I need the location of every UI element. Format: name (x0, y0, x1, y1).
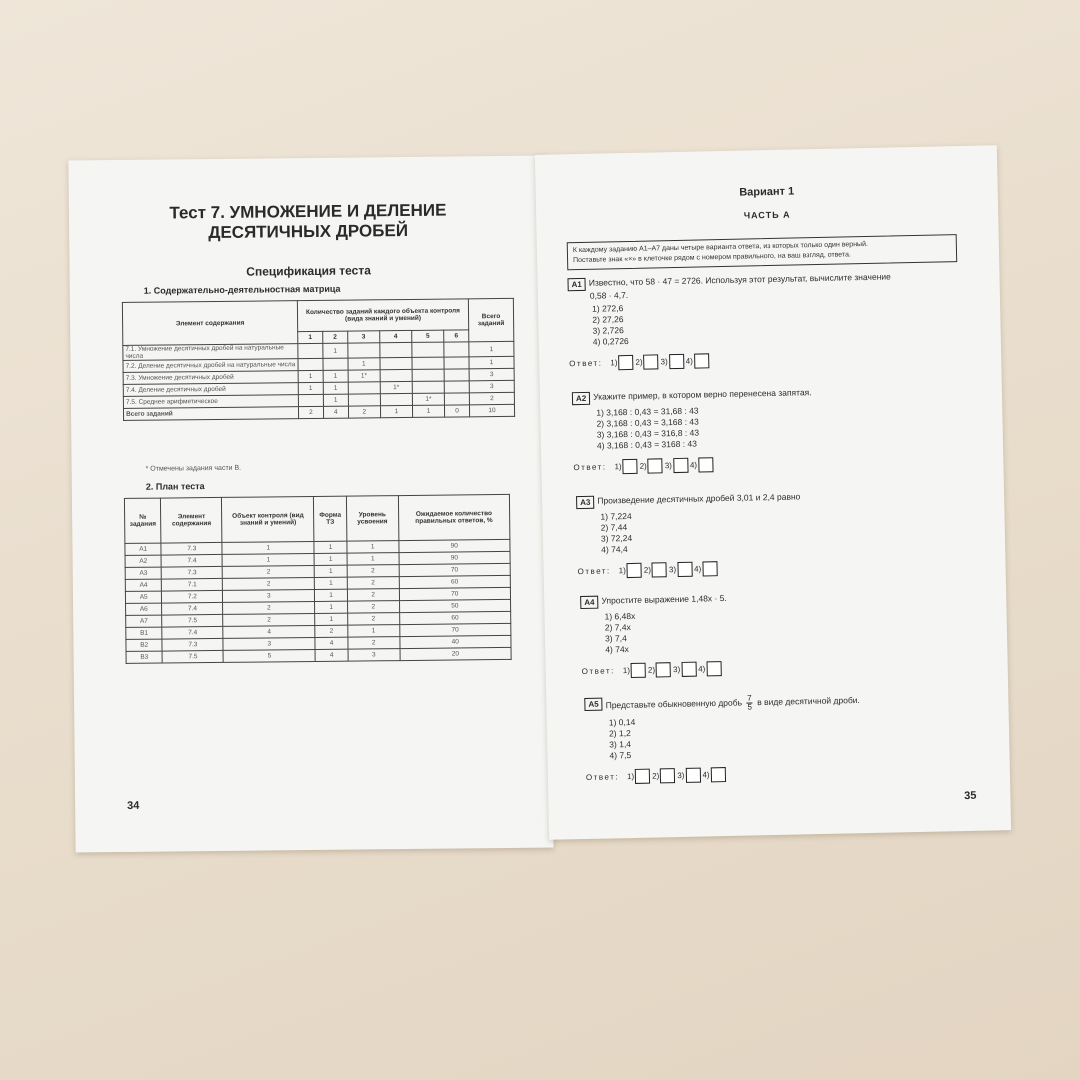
matrix-cell (444, 369, 469, 381)
plan-cell: 5 (223, 649, 315, 662)
matrix-row-total: 2 (469, 392, 514, 404)
plan-cell: 70 (399, 623, 510, 636)
plan-cell: В3 (126, 651, 163, 663)
matrix-cell (380, 342, 412, 357)
fraction-numerator: 7 (747, 693, 752, 703)
matrix-cell (412, 381, 444, 393)
matrix-subcol-header: 1 (298, 331, 323, 343)
task-question: Упростите выражение 1,48x · 5. (601, 592, 727, 606)
task-label: А5 (584, 698, 603, 711)
plan-cell: 7.3 (161, 542, 222, 555)
matrix-row-total: 3 (469, 368, 514, 380)
matrix-header-total: Всего заданий (468, 298, 513, 341)
answer-number: 1) (622, 666, 631, 676)
task-label: А3 (576, 496, 595, 509)
answer-number: 4) (698, 664, 706, 674)
option: 4) 74,4 (601, 544, 628, 555)
answer-option (614, 459, 637, 474)
plan-cell: 2 (348, 637, 400, 650)
answer-number: 4) (689, 460, 698, 470)
answer-checkbox[interactable] (677, 562, 692, 577)
answer-option (610, 355, 633, 370)
plan-cell: А1 (125, 543, 162, 555)
answer-number: 4) (693, 564, 702, 574)
matrix-cell: 1* (380, 381, 412, 393)
matrix-cell: 1 (348, 358, 380, 370)
answer-checkbox[interactable] (706, 661, 721, 676)
option: 4) 0,2726 (592, 335, 629, 347)
answer-number: 3) (660, 357, 668, 367)
plan-header: Уровень усвоения (346, 496, 398, 542)
answer-option (644, 562, 667, 577)
answer-number: 3) (664, 461, 673, 471)
answer-option (652, 768, 675, 783)
options-list (604, 604, 981, 656)
question-before: Представьте обыкновенную дробь (605, 697, 745, 711)
task-label: А4 (580, 596, 599, 609)
plan-cell: 7.3 (162, 638, 223, 651)
answer-row (569, 348, 969, 371)
answer-label: Ответ: (585, 772, 620, 782)
plan-header: № задания (124, 498, 161, 543)
option: 3) 1,4 (609, 739, 632, 750)
matrix-subcol-header: 2 (323, 331, 348, 343)
plan-cell: 1 (222, 553, 314, 566)
task-continuation: 0,58 · 4,7. (589, 289, 629, 301)
matrix-cell (444, 393, 469, 405)
answer-row (582, 656, 982, 679)
answer-checkbox[interactable] (702, 561, 717, 576)
test-title-line2: ДЕСЯТИЧНЫХ ДРОБЕЙ (208, 220, 409, 243)
plan-cell: 60 (399, 575, 510, 588)
answer-checkbox[interactable] (660, 768, 675, 783)
plan-header: Элемент содержания (161, 497, 222, 543)
task-label: А2 (572, 392, 591, 405)
plan-cell: 70 (399, 587, 510, 600)
question-after: в виде десятичной дроби. (754, 694, 860, 708)
answer-checkbox[interactable] (652, 562, 667, 577)
matrix-cell (412, 342, 444, 357)
part-title: ЧАСТЬ А (743, 209, 791, 221)
task-А5 (584, 690, 986, 785)
matrix-row-total: 1 (469, 356, 514, 368)
options-list (609, 710, 986, 762)
plan-cell: А3 (125, 567, 162, 579)
answer-option (694, 561, 717, 576)
plan-cell: 4 (223, 625, 315, 638)
matrix-cell (323, 358, 348, 370)
answer-checkbox[interactable] (648, 458, 663, 473)
answer-checkbox[interactable] (694, 353, 709, 368)
plan-cell: 1 (222, 541, 314, 554)
matrix-subcol-header: 4 (380, 330, 412, 342)
task-А1 (567, 270, 969, 371)
answer-row (573, 452, 973, 475)
matrix-row-name: 7.5. Среднее арифметическое (123, 395, 298, 409)
fraction (746, 694, 753, 711)
answer-option (627, 769, 650, 784)
matrix-subcol-header: 6 (444, 330, 469, 342)
matrix-cell: 1 (323, 343, 348, 358)
plan-cell: А2 (125, 555, 162, 567)
matrix-row-name: Всего заданий (123, 407, 298, 421)
plan-cell: 7.3 (162, 566, 223, 579)
task-А2 (572, 384, 974, 475)
answer-label: Ответ: (569, 358, 603, 369)
answer-number: 4) (702, 770, 710, 780)
plan-cell: 7.4 (161, 554, 222, 567)
answer-number: 3) (672, 664, 681, 675)
section1-title: 1. Содержательно-деятельностная матрица (143, 283, 341, 296)
matrix-cell (298, 358, 323, 370)
fraction-denominator: 5 (747, 702, 752, 712)
answer-option (686, 353, 709, 368)
option: 2) 27,26 (592, 314, 624, 325)
answer-number: 2) (652, 771, 660, 781)
answer-option (635, 354, 658, 369)
matrix-header-count: Количество заданий каждого объекта контроля (вида знаний и умений) (297, 299, 468, 332)
test-plan-table (124, 494, 512, 664)
page-number-left: 34 (127, 799, 140, 812)
task-А3 (576, 488, 978, 579)
matrix-cell: 1* (348, 370, 380, 382)
instruction-box (567, 234, 958, 270)
matrix-row-total: 10 (469, 404, 514, 416)
plan-cell: 1 (315, 613, 347, 625)
answer-option (698, 661, 721, 676)
option: 2) 7,4x (604, 622, 631, 633)
option: 2) 3,168 : 0,43 = 3,168 : 43 (596, 416, 699, 429)
answer-option (669, 562, 692, 577)
plan-cell: 50 (399, 599, 510, 612)
option: 2) 1,2 (608, 728, 631, 739)
matrix-cell (412, 357, 444, 369)
test-title-line1: Тест 7. УМНОЖЕНИЕ И ДЕЛЕНИЕ (169, 200, 447, 223)
plan-cell: 2 (223, 577, 315, 590)
task-question: Укажите пример, в котором верно перенесена запятая. (593, 387, 812, 402)
option: 4) 3,168 : 0,43 = 3168 : 43 (596, 438, 698, 451)
matrix-cell: 1 (412, 405, 444, 417)
plan-cell: 2 (347, 613, 399, 626)
plan-cell: А7 (126, 615, 163, 627)
answer-row (586, 762, 986, 785)
plan-cell: 70 (399, 563, 510, 576)
answer-option (623, 663, 646, 678)
matrix-cell: 4 (323, 406, 348, 418)
task-label: А1 (567, 278, 586, 291)
plan-cell: 7.4 (162, 602, 223, 615)
task-question (605, 692, 860, 714)
answer-checkbox[interactable] (685, 768, 700, 783)
plan-cell: 2 (222, 565, 314, 578)
answer-option (665, 458, 688, 473)
matrix-row-name: 7.1. Умножение десятичных дробей на натуральные числа (123, 344, 298, 361)
plan-header: Объект контроля (вид знаний и умений) (222, 496, 315, 542)
matrix-subcol-header: 3 (347, 331, 379, 343)
plan-cell: 7.4 (162, 626, 223, 639)
plan-cell: 2 (347, 565, 399, 578)
plan-cell: 1 (348, 625, 400, 638)
answer-label: Ответ: (573, 462, 607, 473)
plan-cell: 1 (315, 577, 347, 589)
matrix-cell: 1 (323, 394, 348, 406)
answer-checkbox[interactable] (698, 457, 713, 472)
options-list (600, 504, 977, 556)
matrix-footnote: * Отмечены задания части В. (145, 464, 242, 473)
matrix-cell: 2 (348, 406, 380, 418)
matrix-row-total: 1 (469, 341, 514, 356)
plan-cell: 1 (315, 565, 347, 577)
plan-cell: 1 (347, 541, 399, 554)
plan-cell: 1 (347, 553, 399, 566)
answer-number: 2) (635, 357, 643, 367)
options-list (596, 400, 973, 452)
answer-checkbox[interactable] (627, 563, 642, 578)
answer-option (702, 767, 725, 782)
answer-checkbox[interactable] (635, 769, 650, 784)
matrix-cell: 1 (380, 405, 412, 417)
matrix-row-total: 3 (469, 380, 514, 392)
plan-cell: А5 (125, 591, 162, 603)
answer-number: 4) (685, 356, 693, 366)
matrix-cell (444, 357, 469, 369)
page-number-right: 35 (964, 789, 977, 803)
matrix-subcol-header: 5 (412, 330, 444, 342)
matrix-cell (298, 343, 323, 358)
plan-cell: 7.5 (162, 614, 223, 627)
plan-cell: 2 (223, 613, 315, 626)
answer-checkbox[interactable] (669, 354, 684, 369)
options-list (592, 296, 969, 348)
matrix-row-name: 7.4. Деление десятичных дробей (123, 383, 298, 397)
matrix-cell: 2 (298, 406, 323, 418)
task-question: Известно, что 58 · 47 = 2726. Используя этот результат, вычислите значение (588, 271, 891, 288)
option: 2) 7,44 (600, 522, 628, 533)
matrix-row-name: 7.2. Деление десятичных дробей на натуральные числа (123, 359, 298, 373)
plan-cell: 3 (348, 649, 400, 662)
plan-cell: 1 (315, 601, 347, 613)
plan-cell: 2 (223, 601, 315, 614)
answer-checkbox[interactable] (618, 355, 633, 370)
plan-cell: 60 (399, 611, 510, 624)
option: 3) 72,24 (600, 532, 633, 544)
plan-cell: 7.2 (162, 590, 223, 603)
option: 1) 3,168 : 0,43 = 31,68 : 43 (596, 405, 699, 418)
plan-cell: 2 (347, 589, 399, 602)
matrix-cell (380, 357, 412, 369)
left-page (68, 156, 553, 853)
answer-option (619, 563, 642, 578)
answer-checkbox[interactable] (681, 662, 696, 677)
plan-cell: 90 (399, 551, 510, 564)
option: 1) 272,6 (592, 303, 624, 314)
plan-cell: В2 (126, 639, 163, 651)
answer-number: 1) (626, 771, 635, 782)
matrix-cell (348, 343, 380, 358)
plan-header: Ожидаемое количество правильных ответов, % (398, 494, 510, 540)
option: 3) 3,168 : 0,43 = 316,8 : 43 (596, 427, 700, 440)
option: 1) 6,48x (604, 610, 636, 622)
matrix-cell (348, 394, 380, 406)
plan-cell: 4 (315, 637, 347, 649)
answer-option (673, 662, 696, 677)
plan-cell: 1 (314, 541, 346, 553)
answer-option (660, 354, 683, 369)
plan-cell: А6 (126, 603, 163, 615)
answer-number: 2) (643, 565, 652, 575)
option: 3) 7,4 (604, 633, 627, 644)
matrix-cell (298, 394, 323, 406)
matrix-header-element: Элемент содержания (122, 301, 297, 346)
plan-cell: 3 (223, 637, 315, 650)
plan-cell: 90 (399, 539, 510, 552)
answer-checkbox[interactable] (623, 459, 638, 474)
answer-label: Ответ: (581, 666, 615, 677)
matrix-cell: 1* (412, 393, 444, 405)
matrix-cell (348, 382, 380, 394)
plan-cell: 7.1 (162, 578, 223, 591)
answer-number: 3) (668, 565, 677, 575)
option: 1) 7,224 (600, 510, 632, 522)
plan-cell: 2 (347, 577, 399, 590)
instruction-line1: К каждому заданию А1–А7 даны четыре варианта ответа, из которых только один верный. (572, 240, 868, 255)
matrix-cell: 1 (298, 382, 323, 394)
matrix-cell (444, 342, 469, 357)
answer-option (677, 768, 700, 783)
plan-header: Форма ТЗ (314, 496, 347, 541)
matrix-cell (412, 369, 444, 381)
answer-checkbox[interactable] (656, 662, 671, 677)
right-page (535, 145, 1011, 840)
answer-row (577, 556, 977, 579)
matrix-cell: 1 (323, 382, 348, 394)
matrix-row-name: 7.3. Умножение десятичных дробей (123, 371, 298, 385)
task-question: Произведение десятичных дробей 3,01 и 2,4 равно (597, 491, 801, 506)
matrix-cell (444, 381, 469, 393)
option: 4) 74x (605, 644, 629, 655)
plan-cell: В1 (126, 627, 163, 639)
option: 4) 7,5 (609, 750, 632, 761)
matrix-cell: 1 (298, 370, 323, 382)
plan-cell: 2 (315, 625, 347, 637)
answer-number: 3) (677, 770, 685, 781)
matrix-cell: 0 (445, 405, 470, 417)
answer-number: 2) (639, 461, 647, 471)
plan-cell: 3 (223, 589, 315, 602)
answer-option (690, 457, 713, 472)
answer-checkbox[interactable] (710, 767, 725, 782)
answer-label: Ответ: (577, 566, 611, 577)
answer-checkbox[interactable] (631, 663, 646, 678)
matrix-cell: 1 (323, 370, 348, 382)
instruction-line2: Поставьте знак «×» в клеточке рядом с номером правильного, на ваш взгляд, ответа. (573, 251, 851, 265)
answer-number: 1) (610, 358, 618, 368)
option: 1) 0,14 (608, 716, 636, 728)
answer-number: 1) (614, 462, 622, 472)
plan-cell: 7.5 (162, 650, 223, 663)
variant-title: Вариант 1 (739, 185, 795, 199)
spec-title: Спецификация теста (246, 263, 371, 279)
answer-checkbox[interactable] (643, 354, 658, 369)
plan-cell: 4 (315, 649, 347, 661)
content-matrix-table (122, 298, 515, 421)
plan-cell: 1 (315, 589, 347, 601)
answer-number: 2) (647, 665, 656, 675)
section2-title: 2. План теста (145, 481, 205, 492)
plan-cell: 40 (400, 635, 511, 648)
matrix-cell (380, 393, 412, 405)
answer-number: 1) (618, 566, 626, 576)
answer-option (640, 458, 663, 473)
plan-cell: 20 (400, 647, 511, 660)
plan-cell: 2 (347, 601, 399, 614)
plan-cell: 1 (314, 553, 346, 565)
matrix-cell (380, 369, 412, 381)
answer-option (648, 662, 671, 677)
plan-cell: А4 (125, 579, 162, 591)
task-А4 (580, 588, 982, 679)
answer-checkbox[interactable] (673, 458, 688, 473)
option: 3) 2,726 (592, 325, 624, 336)
